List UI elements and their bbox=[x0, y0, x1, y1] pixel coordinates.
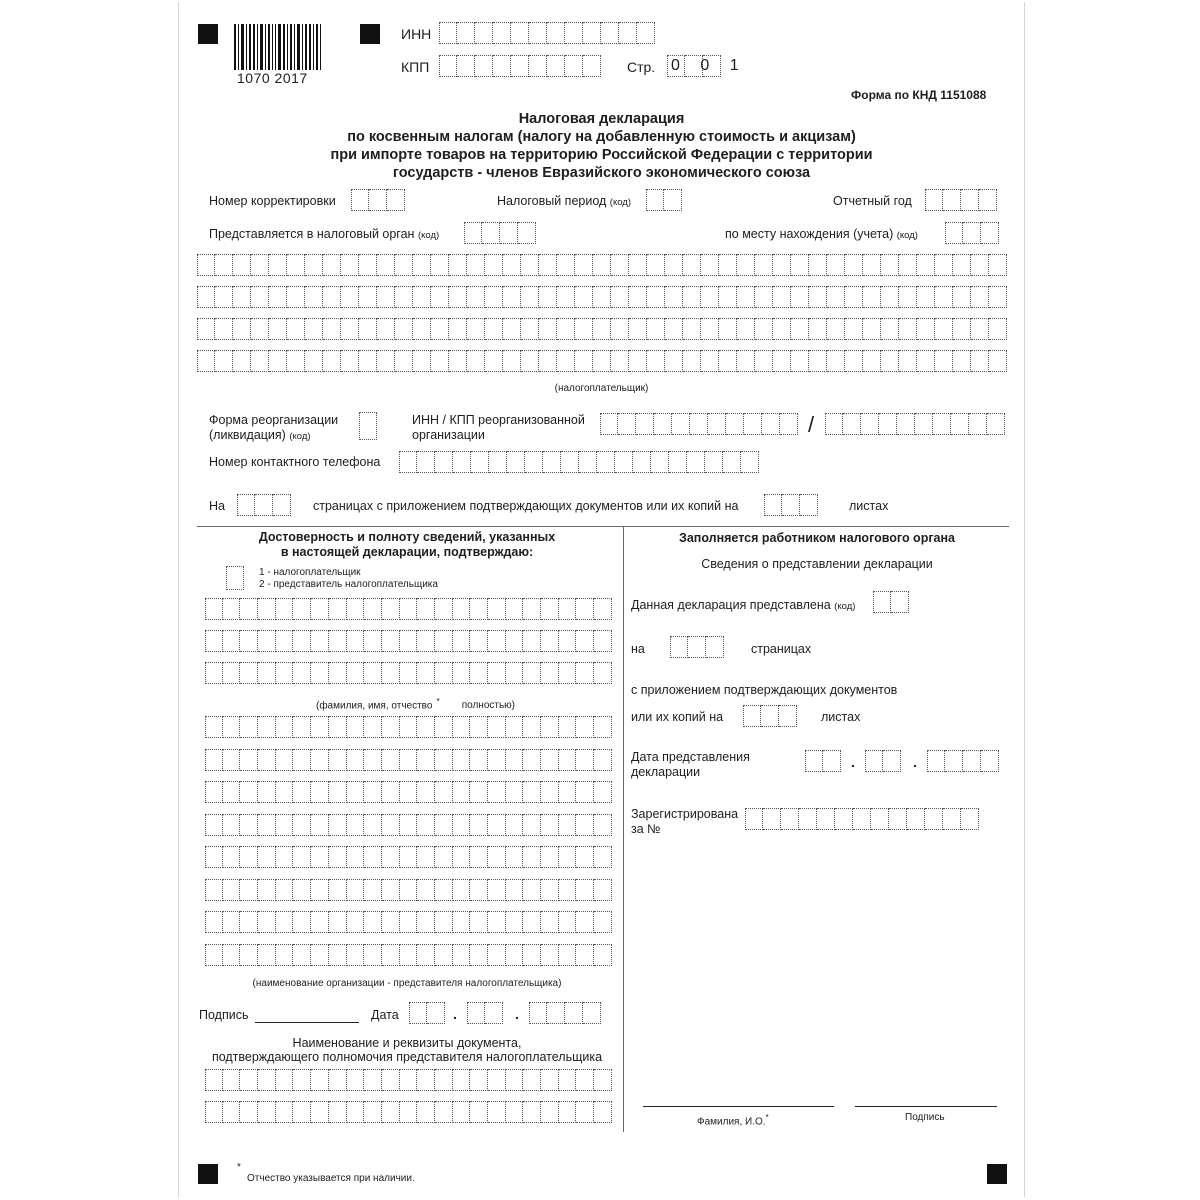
fio-caption: (фамилия, имя, отчество * полностью) bbox=[316, 696, 515, 712]
form-title-line-3: при импорте товаров на территорию Российской Федерации с территории bbox=[330, 147, 873, 163]
inn-kpp-separator: / bbox=[808, 412, 815, 437]
kpp-field[interactable] bbox=[439, 55, 601, 77]
phone-label: Номер контактного телефона bbox=[209, 455, 381, 469]
reorg-form-label-2: (ликвидация) (код) bbox=[209, 428, 311, 442]
submit-date-year[interactable] bbox=[927, 750, 999, 772]
officer-sheets-label: листах bbox=[821, 710, 861, 724]
taxpayer-caption: (налогоплательщик) bbox=[554, 383, 649, 394]
phone-field[interactable] bbox=[399, 451, 759, 473]
submit-date-label-1: Дата представления bbox=[631, 750, 750, 764]
submit-date-month[interactable] bbox=[865, 750, 901, 772]
form-title-line-4: государств - членов Евразийского экономического союза bbox=[392, 165, 811, 181]
sheets-count-field[interactable] bbox=[764, 494, 818, 516]
presented-label: Данная декларация представлена (код) bbox=[631, 598, 856, 612]
report-year-label: Отчетный год bbox=[833, 194, 912, 208]
officer-fio-line[interactable] bbox=[643, 1106, 834, 1107]
signature-label: Подпись bbox=[199, 1008, 249, 1022]
doc-grid-row[interactable] bbox=[205, 1101, 612, 1123]
tax-period-label: Налоговый период (код) bbox=[497, 194, 632, 208]
copies-label: или их копий на bbox=[631, 710, 724, 724]
reorg-kpp-field[interactable] bbox=[825, 413, 1005, 435]
officer-on-label: на bbox=[631, 642, 645, 656]
corner-marker-bottom-left bbox=[198, 1164, 218, 1184]
taxpayer-grid-row[interactable] bbox=[197, 350, 1007, 372]
corner-marker-bottom-right bbox=[987, 1164, 1007, 1184]
officer-signature-caption: Подпись bbox=[905, 1112, 945, 1123]
fio-grid-row[interactable] bbox=[205, 598, 612, 620]
sheets-label: листах bbox=[849, 499, 889, 513]
location-field[interactable] bbox=[945, 222, 999, 244]
page-label: Стр. bbox=[627, 59, 656, 75]
form-code: Форма по КНД 1151088 bbox=[851, 88, 987, 102]
sign-date-year[interactable] bbox=[529, 1002, 601, 1024]
submit-date-day[interactable] bbox=[805, 750, 841, 772]
authority-doc-label-1: Наименование и реквизиты документа, bbox=[292, 1036, 522, 1050]
section-divider bbox=[197, 526, 1009, 527]
officer-signature-line[interactable] bbox=[855, 1106, 997, 1107]
org-grid-row[interactable] bbox=[205, 879, 612, 901]
org-grid-row[interactable] bbox=[205, 781, 612, 803]
form-title-line-2: по косвенным налогам (налогу на добавленную стоимость и акцизам) bbox=[347, 129, 856, 145]
org-grid-row[interactable] bbox=[205, 814, 612, 836]
date-label: Дата bbox=[371, 1008, 399, 1022]
signer-option-2: 2 - представитель налогоплательщика bbox=[259, 579, 438, 590]
column-divider bbox=[623, 526, 624, 1132]
fio-grid-row[interactable] bbox=[205, 630, 612, 652]
inn-label: ИНН bbox=[401, 26, 432, 42]
confirm-heading-1: Достоверность и полноту сведений, указанных bbox=[258, 530, 556, 544]
officer-sheets-field[interactable] bbox=[743, 705, 797, 727]
corner-marker-top-right bbox=[360, 24, 380, 44]
org-grid-row[interactable] bbox=[205, 749, 612, 771]
attach-label: с приложением подтверждающих документов bbox=[631, 683, 898, 697]
officer-pages-field[interactable] bbox=[670, 636, 724, 658]
reorg-inn-field[interactable] bbox=[600, 413, 798, 435]
registered-label-1: Зарегистрирована bbox=[631, 807, 739, 821]
reorg-inn-label-1: ИНН / КПП реорганизованной bbox=[412, 413, 585, 427]
pages-count-field[interactable] bbox=[237, 494, 291, 516]
reorg-form-field[interactable] bbox=[359, 412, 377, 440]
on-label: На bbox=[209, 499, 225, 513]
org-grid-row[interactable] bbox=[205, 846, 612, 868]
footnote-text: Отчество указывается при наличии. bbox=[247, 1173, 415, 1184]
sign-date-month[interactable] bbox=[467, 1002, 503, 1024]
declaration-form: 1070 2017 ИНН КПП Стр. 0 0 1 Форма по КНД 1151088 Налоговая декларация по косвенным налогам (налогу на добавленную стоимость и акцизам) при импорте товаров на территорию Российской Федерации с территории государств - членов Евразийского экономического союза Номер корректировки Налоговый период (код) Отчетный год Представляется в налоговый орган (код) по месту нахождения (учета) (код) (налогоплательщик) Форма реорганизации (ликвидация) (код) ИНН / КПП реорганизованной организации / Номер контактного телефона На страницах с приложением подтверждающих документов или их копий на листах Достоверность и полноту сведений, указанных в настоящей декларации, подтверждаю: 1 - налогоплательщик 2 - представитель налогоплательщика (фамилия, имя, отчество * полностью) (наименование организации - представителя налогоплательщика) Подпись Дата . . Наименование и реквизиты документа, подтверждающего полномочия представителя налогоплательщика Заполняется работником налогового органа Сведения о представлении декларации Данная декларация представлена (код) на страницах с приложением подтверждающих документов или их копий на листах Дата представления декларации . . Зарегистрирована за № Фамилия, И.О.* Подпись * Отчество указывается при наличии. bbox=[178, 2, 1025, 1197]
presented-code-field[interactable] bbox=[873, 591, 909, 613]
org-grid-row[interactable] bbox=[205, 944, 612, 966]
authority-doc-label-2: подтверждающего полномочия представителя налогоплательщика bbox=[211, 1050, 603, 1064]
reorg-form-label-1: Форма реорганизации bbox=[209, 413, 339, 427]
officer-fio-caption: Фамилия, И.О.* bbox=[697, 1112, 769, 1128]
taxpayer-grid-row[interactable] bbox=[197, 254, 1007, 276]
correction-number-field[interactable] bbox=[351, 189, 405, 211]
location-label: по месту нахождения (учета) (код) bbox=[725, 227, 918, 241]
barcode-number: 1070 2017 bbox=[237, 70, 308, 86]
signer-option-1: 1 - налогоплательщик bbox=[259, 567, 361, 578]
reorg-inn-label-2: организации bbox=[412, 428, 485, 442]
report-year-field[interactable] bbox=[925, 189, 997, 211]
org-caption: (наименование организации - представителя налогоплательщика) bbox=[252, 978, 562, 989]
correction-number-label: Номер корректировки bbox=[209, 194, 336, 208]
inn-field[interactable] bbox=[439, 22, 655, 44]
registered-label-2: за № bbox=[631, 822, 661, 836]
submission-info-heading: Сведения о представлении декларации bbox=[701, 557, 933, 571]
confirm-heading-2: в настоящей декларации, подтверждаю: bbox=[280, 545, 534, 559]
org-grid-row[interactable] bbox=[205, 716, 612, 738]
taxpayer-grid-row[interactable] bbox=[197, 318, 1007, 340]
signer-type-field[interactable] bbox=[226, 566, 244, 590]
fio-grid-row[interactable] bbox=[205, 662, 612, 684]
footnote-star: * bbox=[237, 1162, 241, 1173]
submit-date-label-2: декларации bbox=[631, 765, 701, 779]
doc-grid-row[interactable] bbox=[205, 1069, 612, 1091]
registration-number-field[interactable] bbox=[745, 808, 979, 830]
signature-line[interactable] bbox=[255, 1022, 359, 1023]
tax-period-field[interactable] bbox=[646, 189, 682, 211]
tax-authority-field[interactable] bbox=[464, 222, 536, 244]
org-grid-row[interactable] bbox=[205, 911, 612, 933]
pages-text: страницах с приложением подтверждающих документов или их копий на bbox=[313, 499, 739, 513]
sign-date-day[interactable] bbox=[409, 1002, 445, 1024]
corner-marker-top-left bbox=[198, 24, 218, 44]
kpp-label: КПП bbox=[401, 59, 430, 75]
tax-authority-label: Представляется в налоговый орган (код) bbox=[209, 227, 440, 241]
page-number-value: 0 0 1 bbox=[671, 57, 747, 74]
tax-officer-heading: Заполняется работником налогового органа bbox=[678, 531, 955, 545]
barcode bbox=[234, 22, 344, 70]
taxpayer-grid-row[interactable] bbox=[197, 286, 1007, 308]
officer-pages-label: страницах bbox=[751, 642, 812, 656]
form-title-line-1: Налоговая декларация bbox=[518, 111, 685, 127]
